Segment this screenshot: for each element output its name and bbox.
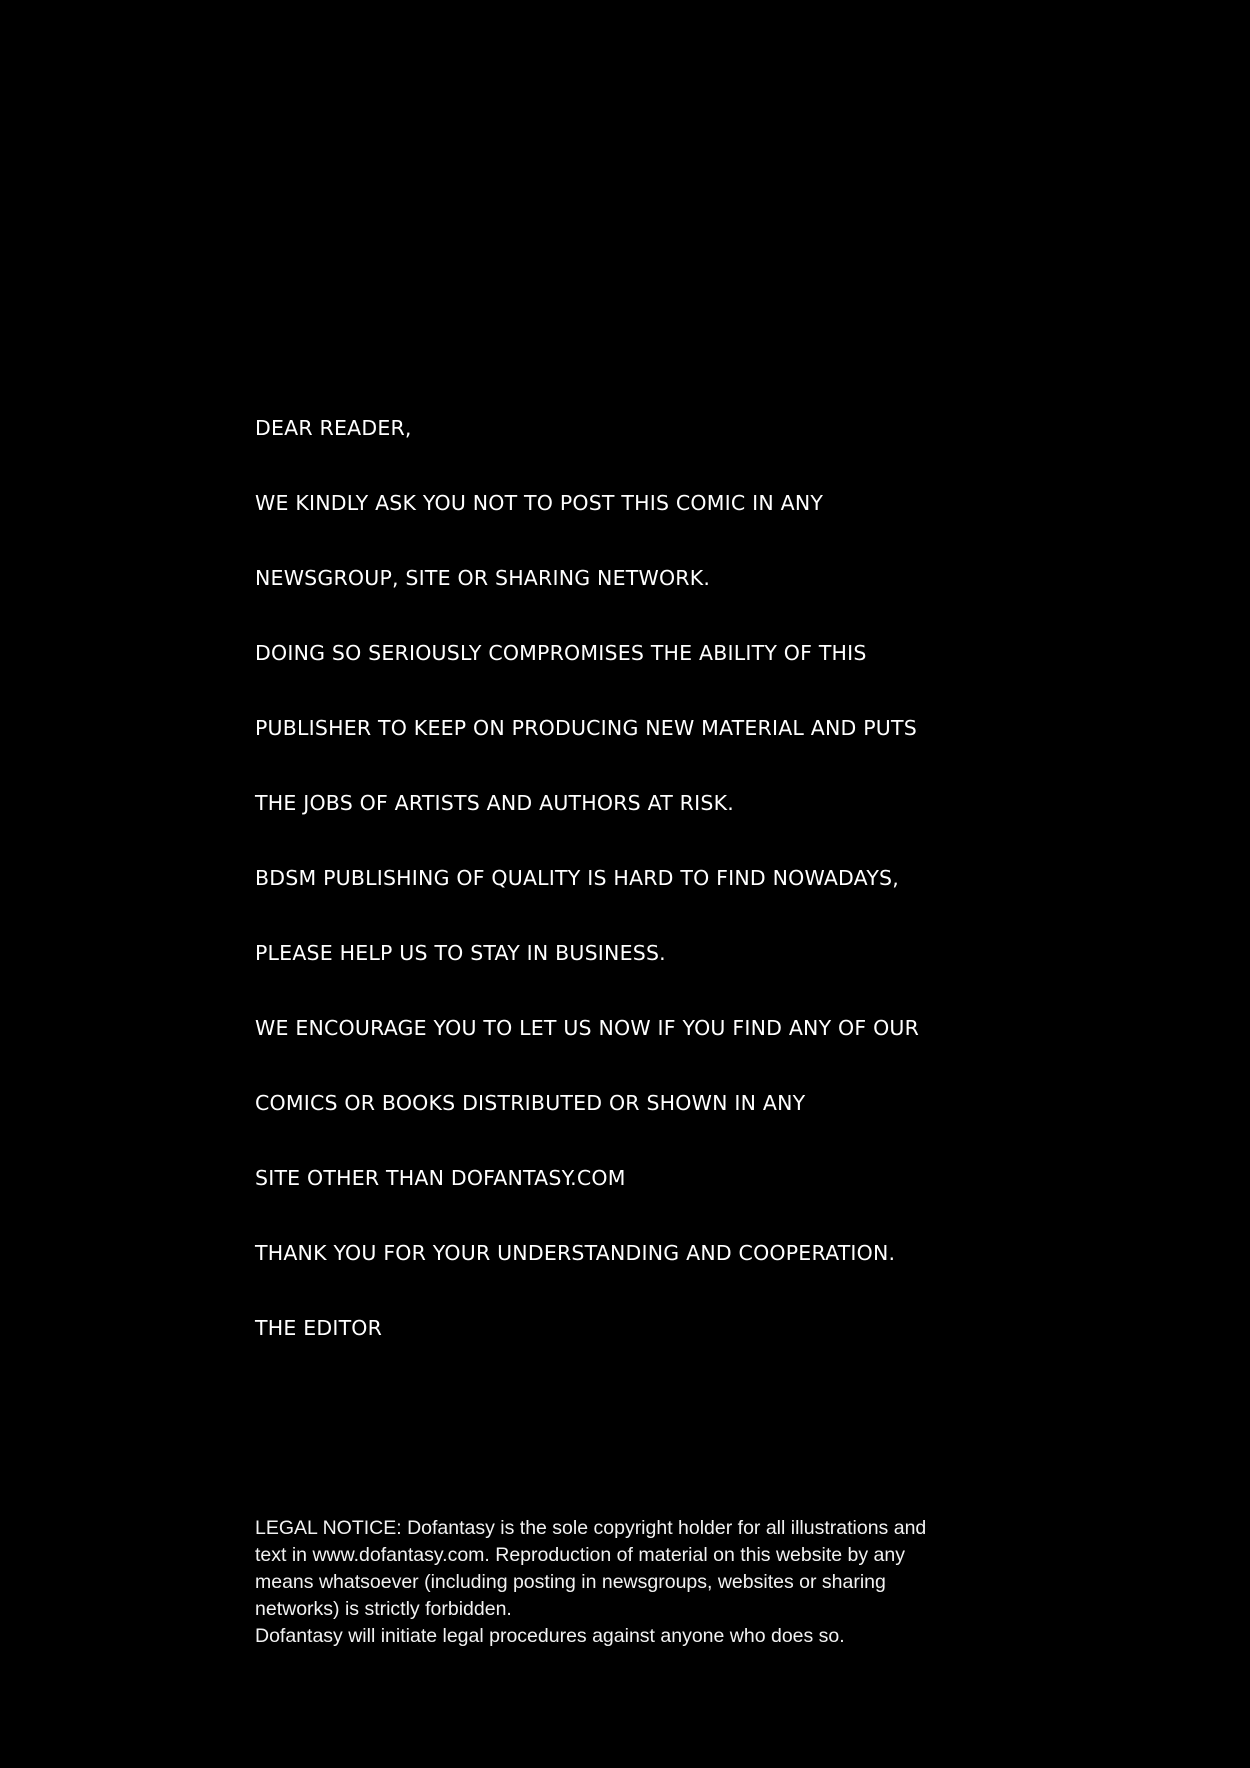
notice-line-7: BDSM PUBLISHING OF QUALITY IS HARD TO FIND NOWADAYS, [255, 866, 899, 890]
notice-line-12: THANK YOU FOR YOUR UNDERSTANDING AND COOPERATION. [255, 1241, 896, 1265]
notice-line-11: SITE OTHER THAN DOFANTASY.COM [255, 1166, 626, 1190]
notice-line-6: THE JOBS OF ARTISTS AND AUTHORS AT RISK. [255, 791, 734, 815]
legal-line-4: networks) is strictly forbidden. [255, 1597, 512, 1620]
notice-line-signature: THE EDITOR [255, 1316, 383, 1340]
legal-notice [255, 1515, 1135, 1650]
legal-line-1: LEGAL NOTICE: Dofantasy is the sole copyright holder for all illustrations and [255, 1517, 927, 1539]
legal-line-2: text in www.dofantasy.com. Reproduction of material on this website by any [255, 1543, 905, 1566]
notice-line-8: PLEASE HELP US TO STAY IN BUSINESS. [255, 941, 666, 965]
notice-line-4: DOING SO SERIOUSLY COMPROMISES THE ABILITY OF THIS [255, 641, 867, 665]
notice-line-salutation: DEAR READER, [255, 416, 412, 440]
notice-line-10: COMICS OR BOOKS DISTRIBUTED OR SHOWN IN ANY [255, 1091, 806, 1115]
notice-line-5: PUBLISHER TO KEEP ON PRODUCING NEW MATERIAL AND PUTS [255, 716, 917, 740]
reader-notice [255, 418, 1155, 1339]
legal-line-5: Dofantasy will initiate legal procedures against anyone who does so. [255, 1624, 845, 1647]
notice-line-3: NEWSGROUP, SITE OR SHARING NETWORK. [255, 566, 711, 590]
notice-line-2: WE KINDLY ASK YOU NOT TO POST THIS COMIC IN ANY [255, 491, 824, 515]
legal-line-3: means whatsoever (including posting in newsgroups, websites or sharing [255, 1570, 886, 1593]
notice-line-9: WE ENCOURAGE YOU TO LET US NOW IF YOU FIND ANY OF OUR [255, 1016, 920, 1040]
